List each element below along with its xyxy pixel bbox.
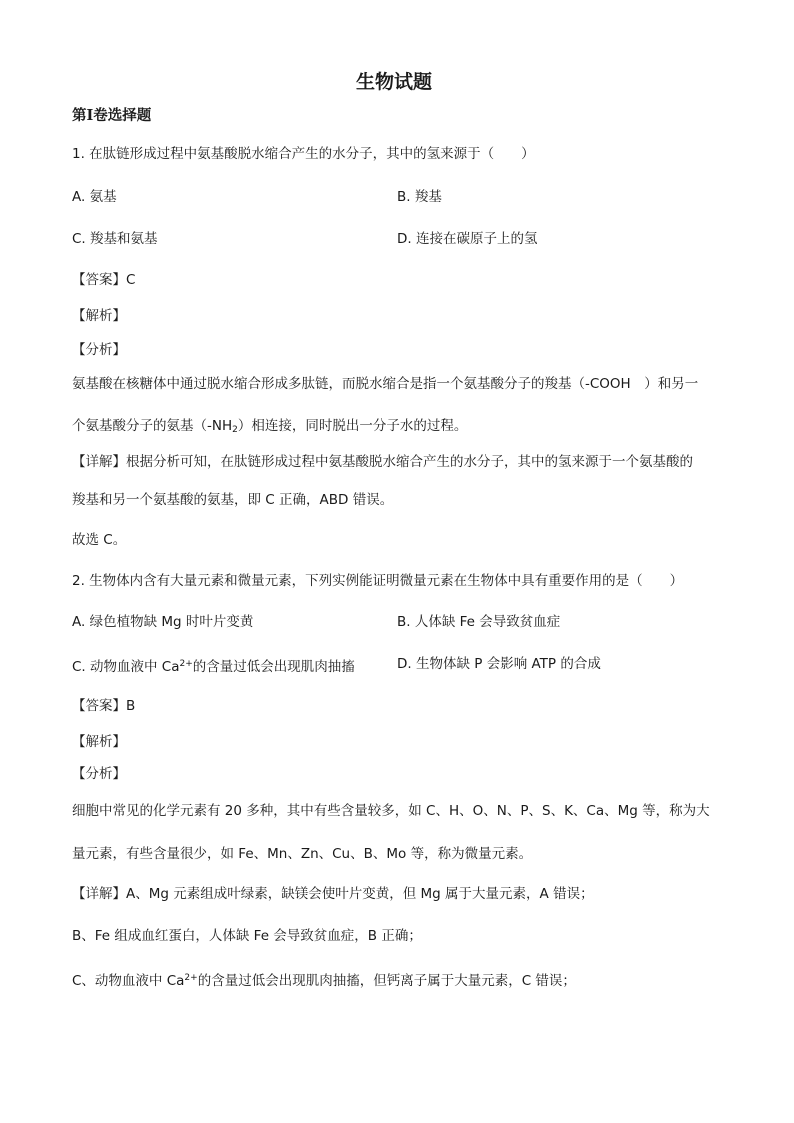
question-2-option-d: D. 生物体缺 P 会影响 ATP 的合成 — [397, 656, 601, 672]
question-1-detail-line-1: 【详解】根据分析可知，在肽链形成过程中氨基酸脱水缩合产生的水分子，其中的氢来源于一个氨基酸的 — [72, 454, 693, 470]
question-1-stem: 1. 在肽链形成过程中氨基酸脱水缩合产生的水分子，其中的氢来源于（ ） — [72, 146, 535, 162]
detail-text: 的含量过低会出现肌肉抽搐，但钙离子属于大量元素，C 错误； — [197, 973, 576, 989]
page-title: 生物试题 — [356, 71, 433, 93]
option-text: C. 动物血液中 Ca — [72, 659, 180, 675]
question-1-conclusion: 故选 C。 — [72, 532, 127, 548]
subscript: 2 — [232, 425, 238, 435]
question-2-option-b: B. 人体缺 Fe 会导致贫血症 — [397, 614, 561, 630]
question-2-detail-a: 【详解】A、Mg 元素组成叶绿素，缺镁会使叶片变黄，但 Mg 属于大量元素，A 错误； — [72, 886, 594, 902]
question-1-option-a: A. 氨基 — [72, 189, 117, 205]
question-2-answer — [72, 697, 135, 715]
answer-value: C — [126, 272, 136, 288]
question-1-option-c: C. 羧基和氨基 — [72, 231, 158, 247]
superscript: 2+ — [179, 659, 193, 669]
superscript: 2+ — [184, 973, 198, 983]
question-1-analysis-line-1: 氨基酸在核糖体中通过脱水缩合形成多肽链，而脱水缩合是指一个氨基酸分子的羧基（-COOH ）和另一 — [72, 376, 699, 392]
question-1-jiexi-tag: 【解析】 — [72, 308, 126, 324]
section-title: 第Ⅰ卷选择题 — [72, 107, 152, 124]
analysis-text: ）相连接，同时脱出一分子水的过程。 — [237, 418, 468, 434]
question-2-option-c — [72, 655, 355, 676]
analysis-text: 个氨基酸分子的氨基（-NH — [72, 418, 233, 434]
question-1-analysis-line-2 — [72, 417, 467, 439]
question-2-detail-c — [72, 969, 576, 990]
question-1-answer — [72, 271, 135, 289]
question-2-jiexi-tag: 【解析】 — [72, 734, 126, 750]
question-1-option-d: D. 连接在碳原子上的氢 — [397, 231, 538, 247]
option-text: 的含量过低会出现肌肉抽搐 — [192, 659, 355, 675]
answer-tag: 【答案】 — [72, 272, 126, 288]
question-2-detail-b: B、Fe 组成血红蛋白，人体缺 Fe 会导致贫血症，B 正确； — [72, 928, 422, 944]
question-1-fenxi-tag: 【分析】 — [72, 342, 126, 358]
answer-value: B — [126, 698, 136, 714]
detail-text: C、动物血液中 Ca — [72, 973, 185, 989]
question-2-analysis-line-2: 量元素，有些含量很少，如 Fe、Mn、Zn、Cu、B、Mo 等，称为微量元素。 — [72, 846, 533, 862]
question-2-option-a: A. 绿色植物缺 Mg 时叶片变黄 — [72, 614, 254, 630]
answer-tag: 【答案】 — [72, 698, 126, 714]
question-2-fenxi-tag: 【分析】 — [72, 766, 126, 782]
question-2-analysis-line-1: 细胞中常见的化学元素有 20 多种，其中有些含量较多，如 C、H、O、N、P、S、K、Ca、Mg 等，称为大 — [72, 803, 710, 819]
question-1-detail-line-2: 羧基和另一个氨基酸的氨基，即 C 正确，ABD 错误。 — [72, 492, 394, 508]
question-1-option-b: B. 羧基 — [397, 189, 442, 205]
question-2-stem: 2. 生物体内含有大量元素和微量元素，下列实例能证明微量元素在生物体中具有重要作用的是（ ） — [72, 573, 684, 589]
